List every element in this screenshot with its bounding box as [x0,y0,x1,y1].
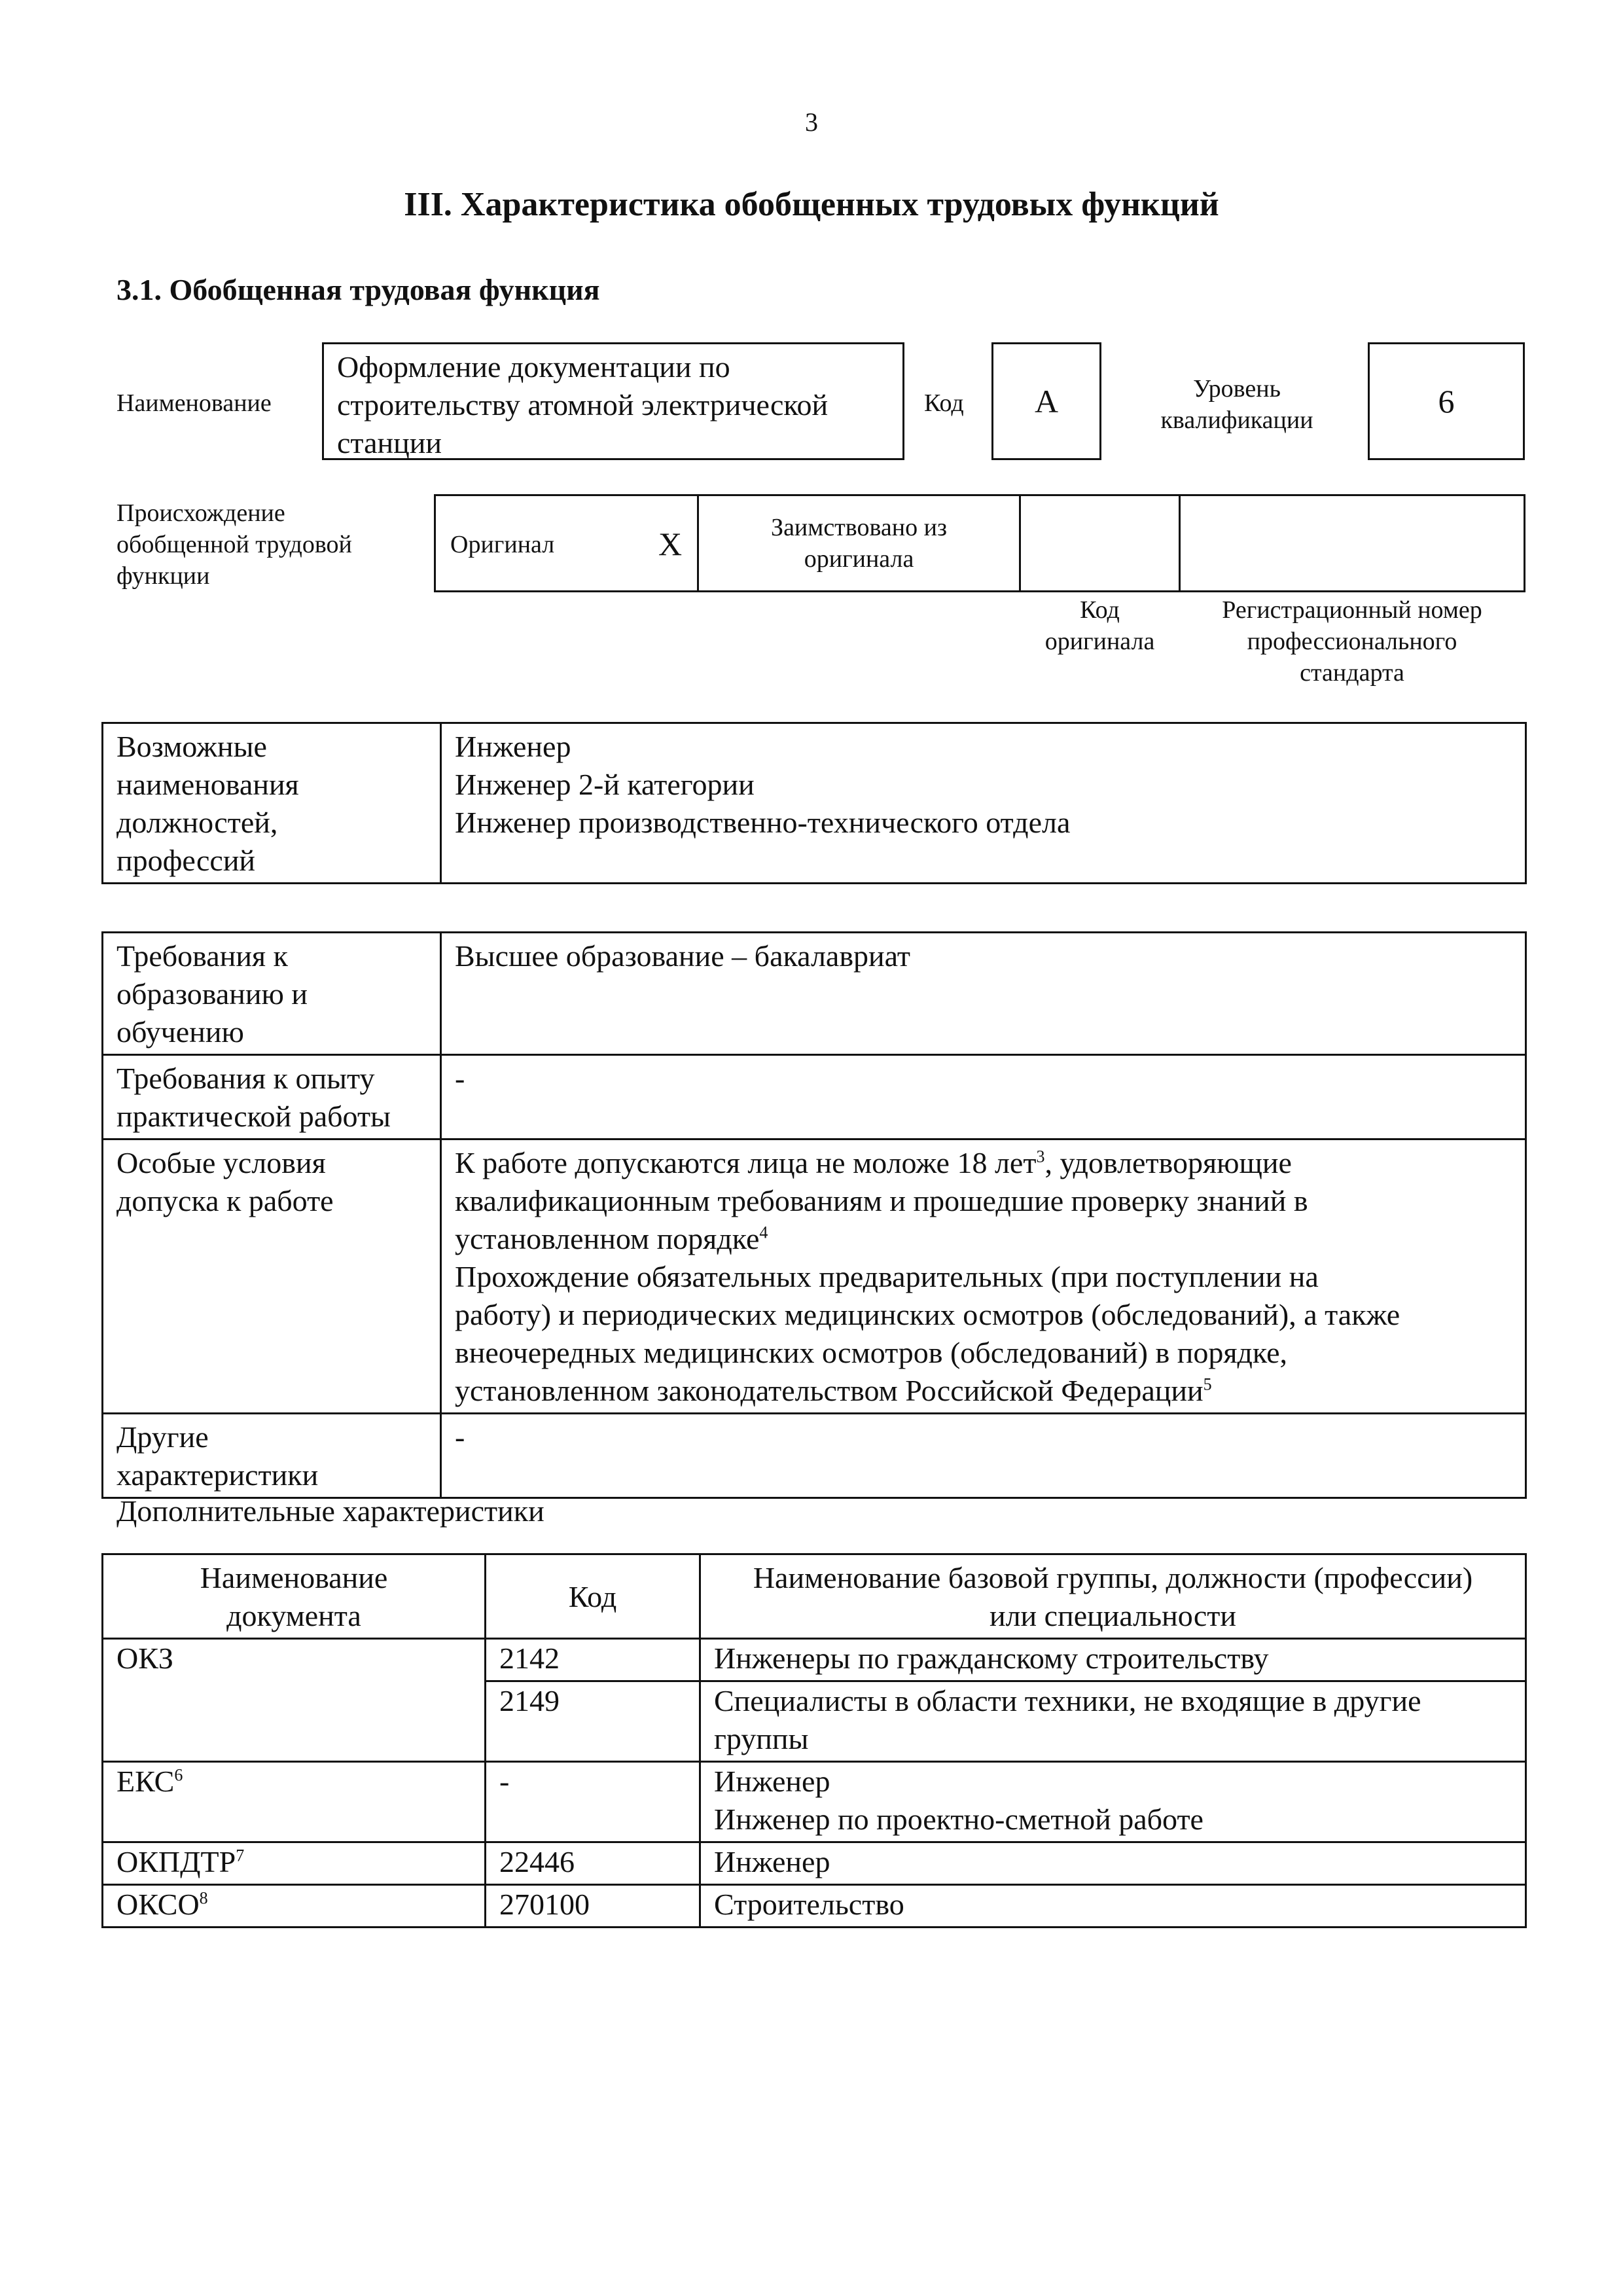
doc-cell: ОКЗ [103,1639,486,1762]
code-cell: 22446 [486,1842,700,1885]
req-label: Особые условия допуска к работе [103,1139,441,1414]
level-value: 6 [1438,383,1455,420]
original-mark: X [658,526,683,562]
name-line: строительству атомной электрической [337,388,829,422]
code-cell: 2142 [486,1639,700,1681]
req-label: Требования к опыту практической работы [103,1055,441,1139]
code-label: Код [924,389,964,417]
name-cell: Инженеры по гражданскому строительству [700,1639,1526,1681]
subsection-title: 3.1. Обобщенная трудовая функция [116,273,600,306]
origin-original-cell [434,494,699,592]
position-item: Инженер 2-й категории [455,768,755,801]
col-header-name: Наименование базовой группы, должности (профессии) или специальности [700,1554,1526,1639]
col-header-code: Код [486,1554,700,1639]
code-box [991,342,1101,460]
level-label: Уровень квалификации [1160,375,1313,434]
req-value: Высшее образование – бакалавриат [441,933,1526,1055]
name-cell: Инженер Инженер по проектно-сметной работе [700,1762,1526,1842]
doc-cell: ЕКС$^6$ [103,1762,486,1842]
positions-label: Возможные наименования должностей, профессий [103,723,441,884]
origin-code-cell [1019,494,1181,592]
name-line: станции [337,426,442,459]
req-value: - [441,1055,1526,1139]
code-cell: 2149 [486,1681,700,1762]
req-label: Требования к образованию и обучению [103,933,441,1055]
position-item: Инженер производственно-технического отдела [455,806,1071,839]
page-number: 3 [805,107,818,137]
requirements-table [101,931,1527,1499]
additional-heading: Дополнительные характеристики [116,1494,544,1528]
req-value: К работе допускаются лица не моложе 18 лет$^3$, удовлетворяющие квалификационным требованиям и прошедшие проверку знаний в установленном порядке$^4$ Прохождение обязательных предварительных (при поступлении на работу) и периодических медицинских осмотров (обследований), а также внеочередных медицинских осмотров (обследований) в порядке, установленном законодательством Российской Федерации$^5$ [441,1139,1526,1414]
code-caption: Код оригинала [1044,596,1155,655]
req-value: - [441,1414,1526,1498]
col-header-doc: Наименование документа [103,1554,486,1639]
code-value: А [1034,383,1059,420]
position-item: Инженер [455,730,571,763]
req-label: Другие характеристики [103,1414,441,1498]
name-cell: Строительство [700,1885,1526,1928]
origin-borrowed-cell: Заимствовано из оригинала [697,494,1021,592]
additional-table [101,1553,1527,1928]
positions-table [101,722,1527,884]
section-title: III. Характеристика обобщенных трудовых функций [404,186,1219,223]
code-cell: 270100 [486,1885,700,1928]
origin-reg-cell [1179,494,1525,592]
name-label: Наименование [116,389,272,417]
doc-cell: ОКПДТР$^7$ [103,1842,486,1885]
level-box [1368,342,1525,460]
doc-cell: ОКСО$^8$ [103,1885,486,1928]
name-cell: Специалисты в области техники, не входящие в другие группы [700,1681,1526,1762]
name-line: Оформление документации по [337,350,730,384]
positions-values [441,723,1526,884]
origin-label: Происхождение обобщенной трудовой функции [116,499,352,590]
original-label: Оригинал [450,531,555,558]
code-cell: - [486,1762,700,1842]
name-cell: Инженер [700,1842,1526,1885]
name-box [322,342,904,460]
reg-caption: Регистрационный номер профессионального стандарта [1222,596,1482,687]
